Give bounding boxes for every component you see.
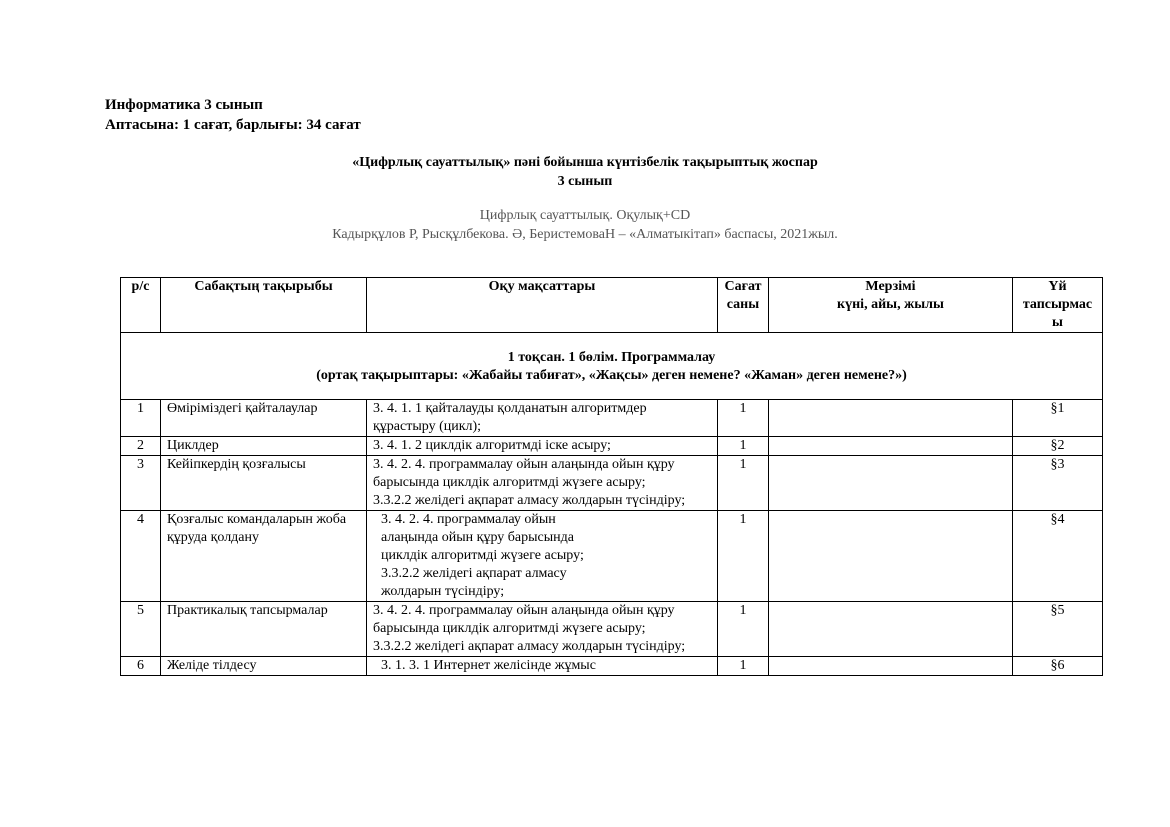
cell-date bbox=[769, 657, 1013, 676]
cell-date bbox=[769, 437, 1013, 456]
cell-goals: 3. 1. 3. 1 Интернет желісінде жұмыс bbox=[367, 657, 718, 676]
cell-hours: 1 bbox=[718, 602, 769, 657]
textbook-authors: Кадырқұлов Р, Рысқұлбекова. Ә, БеристемоваН – «Алматыкітап» баспасы, 2021жыл. bbox=[332, 227, 838, 242]
cell-num: 5 bbox=[121, 602, 161, 657]
cell-num: 4 bbox=[121, 511, 161, 602]
header-date: Мерзімі күні, айы, жылы bbox=[769, 278, 1013, 333]
cell-homework: §4 bbox=[1013, 511, 1103, 602]
cell-homework: §5 bbox=[1013, 602, 1103, 657]
cell-date bbox=[769, 456, 1013, 511]
cell-num: 6 bbox=[121, 657, 161, 676]
cell-date bbox=[769, 511, 1013, 602]
table-row bbox=[121, 602, 1103, 657]
cell-num: 2 bbox=[121, 437, 161, 456]
cell-topic: Практикалық тапсырмалар bbox=[161, 602, 367, 657]
plan-heading bbox=[0, 153, 1170, 191]
textbook-title: Цифрлық сауаттылық. Оқулық+CD bbox=[479, 208, 691, 223]
header-topic: Сабақтың тақырыбы bbox=[161, 278, 367, 333]
cell-hours: 1 bbox=[718, 400, 769, 437]
table-row bbox=[121, 437, 1103, 456]
cell-goals: 3. 4. 1. 1 қайталауды қолданатын алгоритмдер құрастыру (цикл); bbox=[367, 400, 718, 437]
table-row bbox=[121, 456, 1103, 511]
course-hours: Аптасына: 1 сағат, барлығы: 34 сағат bbox=[105, 117, 361, 133]
header-hours: Сағат саны bbox=[718, 278, 769, 333]
textbook-info bbox=[0, 206, 1170, 244]
table-row bbox=[121, 657, 1103, 676]
cell-num: 3 bbox=[121, 456, 161, 511]
cell-topic: Циклдер bbox=[161, 437, 367, 456]
cell-date bbox=[769, 400, 1013, 437]
header-homework: Үй тапсырмасы bbox=[1013, 278, 1103, 333]
cell-topic: Желіде тілдесу bbox=[161, 657, 367, 676]
cell-date bbox=[769, 602, 1013, 657]
cell-homework: §2 bbox=[1013, 437, 1103, 456]
cell-hours: 1 bbox=[718, 511, 769, 602]
cell-hours: 1 bbox=[718, 437, 769, 456]
cell-goals: 3. 4. 2. 4. программалау ойын алаңында ойын құру барысында циклдік алгоритмді жүзеге асыру; 3.3.2.2 желідегі ақпарат алмасу жолдарын түсіндіру; bbox=[367, 456, 718, 511]
course-header bbox=[105, 95, 361, 135]
cell-topic: Қозғалыс командаларын жоба құруда қолдану bbox=[161, 511, 367, 602]
header-goals: Оқу мақсаттары bbox=[367, 278, 718, 333]
table-row bbox=[121, 400, 1103, 437]
cell-hours: 1 bbox=[718, 456, 769, 511]
cell-goals: 3. 4. 2. 4. программалау ойын алаңында ойын құру барысында циклдік алгоритмді жүзеге асыру; 3.3.2.2 желідегі ақпарат алмасу жолдарын түсіндіру; bbox=[367, 511, 718, 602]
section-cell bbox=[121, 333, 1103, 400]
cell-topic: Өміріміздегі қайталаулар bbox=[161, 400, 367, 437]
cell-homework: §3 bbox=[1013, 456, 1103, 511]
cell-goals: 3. 4. 1. 2 циклдік алгоритмді іске асыру; bbox=[367, 437, 718, 456]
section-row bbox=[121, 333, 1103, 400]
section-title: 1 тоқсан. 1 бөлім. Программалау bbox=[507, 350, 716, 365]
section-subtitle: (ортақ тақырыптары: «Жабайы табиғат», «Жақсы» деген немене? «Жаман» деген немене?») bbox=[316, 368, 907, 383]
table-row bbox=[121, 511, 1103, 602]
plan-grade: 3 сынып bbox=[557, 174, 613, 189]
cell-topic: Кейіпкердің қозғалысы bbox=[161, 456, 367, 511]
cell-hours: 1 bbox=[718, 657, 769, 676]
header-num: р/с bbox=[121, 278, 161, 333]
course-title: Информатика 3 сынып bbox=[105, 97, 263, 113]
cell-homework: §6 bbox=[1013, 657, 1103, 676]
cell-num: 1 bbox=[121, 400, 161, 437]
table-header-row bbox=[121, 278, 1103, 333]
cell-homework: §1 bbox=[1013, 400, 1103, 437]
plan-title: «Цифрлық сауаттылық» пәні бойынша күнтізбелік тақырыптық жоспар bbox=[352, 155, 818, 170]
cell-goals: 3. 4. 2. 4. программалау ойын алаңында ойын құру барысында циклдік алгоритмді жүзеге асыру; 3.3.2.2 желідегі ақпарат алмасу жолдарын түсіндіру; bbox=[367, 602, 718, 657]
plan-table bbox=[120, 277, 1103, 676]
